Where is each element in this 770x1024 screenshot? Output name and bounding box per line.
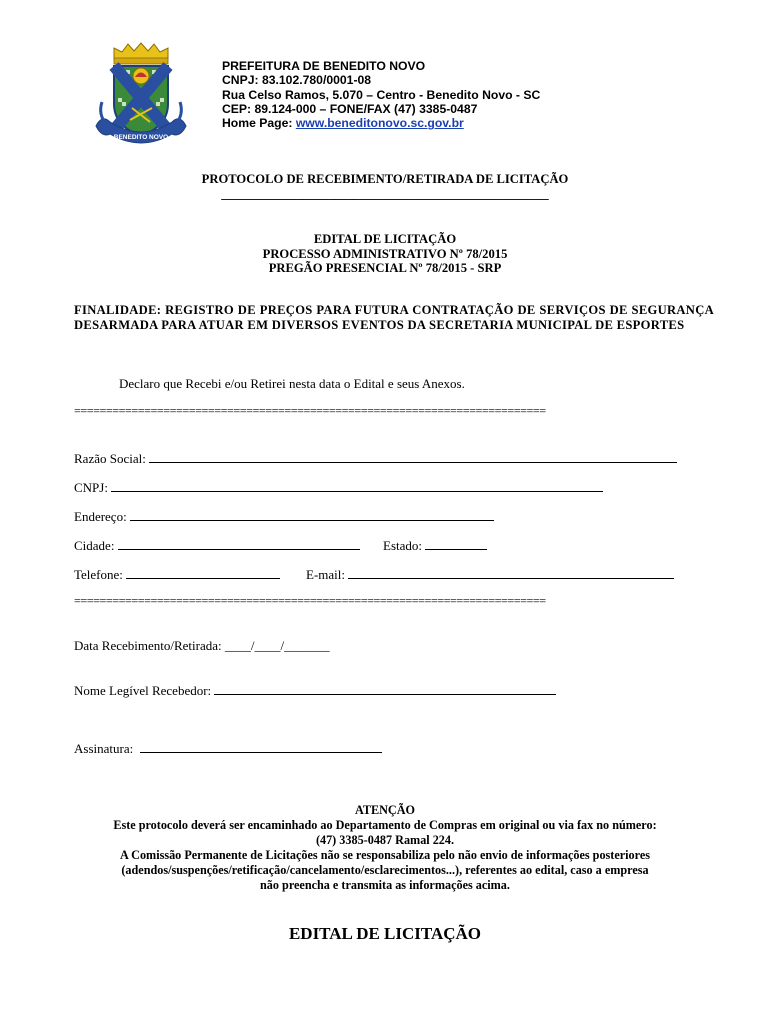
homepage-link[interactable]: www.beneditonovo.sc.gov.br xyxy=(295,116,464,131)
cnpj-label: CNPJ: xyxy=(74,480,108,495)
data-recebimento-blank[interactable]: ____/____/_______ xyxy=(224,638,330,653)
municipal-crest-logo xyxy=(92,42,190,154)
estado-label: Estado: xyxy=(383,538,422,553)
assinatura-label: Assinatura: xyxy=(74,741,134,756)
attention-block xyxy=(0,803,770,893)
assinatura-field[interactable] xyxy=(74,740,382,757)
razao-social-line[interactable] xyxy=(149,450,677,463)
estado-line[interactable] xyxy=(425,537,487,550)
data-recebimento-label: Data Recebimento/Retirada: xyxy=(74,638,222,653)
protocol-title-rule: ____________________________________________________ xyxy=(221,187,549,201)
endereco-label: Endereço: xyxy=(74,509,127,524)
cidade-label: Cidade: xyxy=(74,538,115,553)
endereco-field[interactable] xyxy=(74,508,494,525)
telefone-label: Telefone: xyxy=(74,567,123,582)
cidade-field[interactable] xyxy=(74,537,360,554)
org-homepage xyxy=(222,116,540,130)
telefone-field[interactable] xyxy=(74,566,280,583)
finalidade-paragraph: FINALIDADE: REGISTRO DE PREÇOS PARA FUTURA CONTRATAÇÃO DE SERVIÇOS DE SEGURANÇA DESARMADA PARA ATUAR EM DIVERSOS EVENTOS DA SECRETARIA MUNICIPAL DE ESPORTES xyxy=(74,303,714,333)
cidade-line[interactable] xyxy=(118,537,360,550)
org-address: Rua Celso Ramos, 5.070 – Centro - Benedito Novo - SC xyxy=(222,87,541,102)
crest-ribbon-text: BENEDITO NOVO xyxy=(113,134,169,141)
protocol-title: PROTOCOLO DE RECEBIMENTO/RETIRADA DE LICITAÇÃO xyxy=(201,172,569,186)
attention-line-4: (adendos/suspenções/retificação/cancelamento/esclarecimentos...), referentes ao edital, caso a empresa xyxy=(121,863,649,877)
nome-legivel-field[interactable] xyxy=(74,682,556,699)
attention-line-3: A Comissão Permanente de Licitações não se responsabiliza pelo não envio de informações posteriores xyxy=(119,848,650,862)
endereco-line[interactable] xyxy=(130,508,494,521)
declaration-text: Declaro que Recebi e/ou Retirei nesta data o Edital e seus Anexos. xyxy=(119,376,465,391)
edital-line-3: PREGÃO PRESENCIAL Nº 78/2015 - SRP xyxy=(268,261,502,275)
assinatura-line[interactable] xyxy=(140,740,382,753)
separator-bottom: ========================================================================== xyxy=(74,594,546,608)
telefone-line[interactable] xyxy=(126,566,280,579)
cnpj-field[interactable] xyxy=(74,479,603,496)
cnpj-line[interactable] xyxy=(111,479,603,492)
attention-line-2: (47) 3385-0487 Ramal 224. xyxy=(315,833,455,847)
estado-field[interactable] xyxy=(383,537,487,554)
homepage-label: Home Page: xyxy=(222,116,296,131)
org-cep-phone: CEP: 89.124-000 – FONE/FAX (47) 3385-0487 xyxy=(222,101,478,116)
bottom-edital-title: EDITAL DE LICITAÇÃO xyxy=(288,924,482,943)
razao-social-field[interactable] xyxy=(74,450,677,467)
nome-legivel-label: Nome Legível Recebedor: xyxy=(74,683,212,698)
email-line[interactable] xyxy=(348,566,674,579)
org-name: PREFEITURA DE BENEDITO NOVO xyxy=(222,59,426,73)
attention-line-5: não preencha e transmita as informações acima. xyxy=(260,878,510,892)
edital-heading xyxy=(0,232,770,276)
data-recebimento-field[interactable] xyxy=(74,638,330,654)
email-field[interactable] xyxy=(306,566,674,583)
razao-social-label: Razão Social: xyxy=(74,451,146,466)
edital-line-2: PROCESSO ADMINISTRATIVO Nº 78/2015 xyxy=(262,246,508,261)
attention-line-1: Este protocolo deverá ser encaminhado ao Departamento de Compras em original ou via fax no número: xyxy=(113,818,657,832)
separator-top: ========================================================================== xyxy=(74,404,546,418)
org-cnpj: CNPJ: 83.102.780/0001-08 xyxy=(222,73,372,88)
email-label: E-mail: xyxy=(306,567,345,582)
letterhead xyxy=(222,59,540,130)
attention-title: ATENÇÃO xyxy=(354,803,416,817)
nome-legivel-line[interactable] xyxy=(214,682,556,695)
edital-line-1: EDITAL DE LICITAÇÃO xyxy=(313,232,457,246)
